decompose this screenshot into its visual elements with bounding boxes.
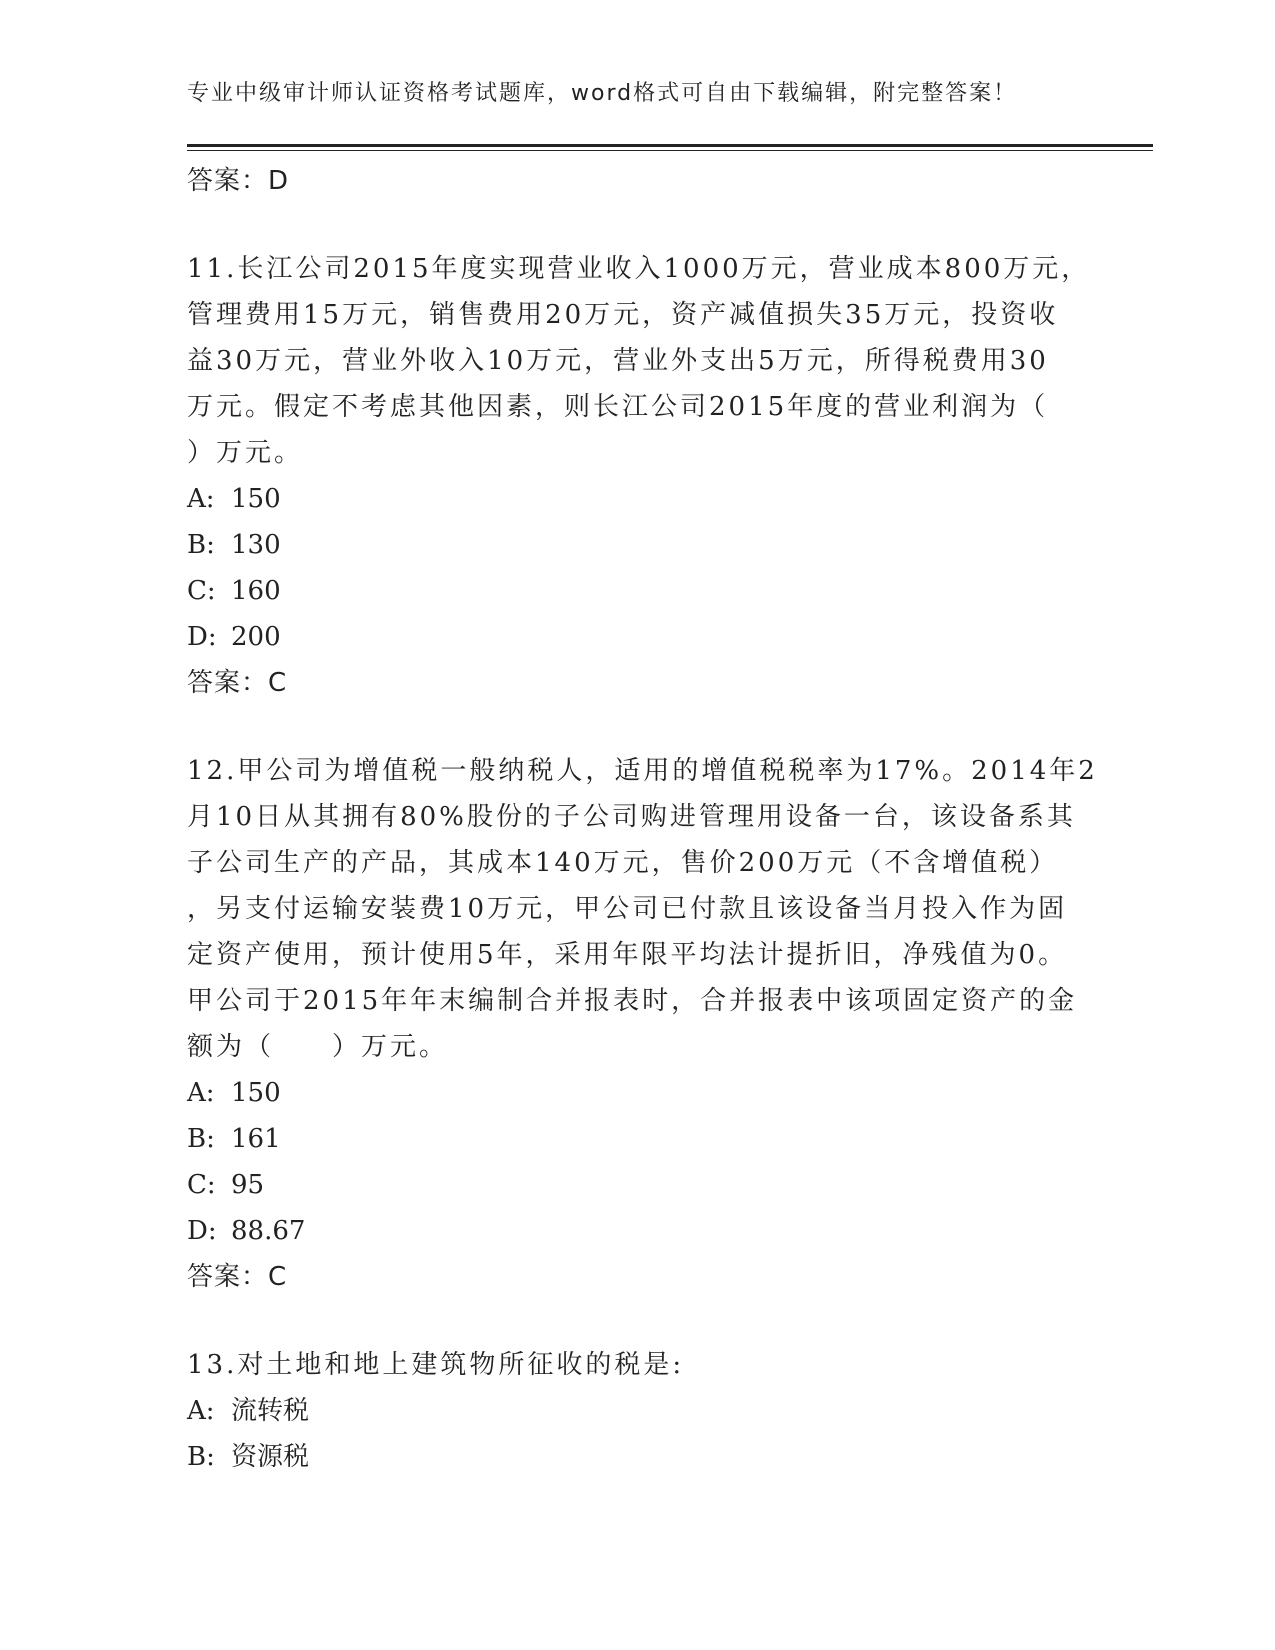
question-text-line: 定资产使用，预计使用5年，采用年限平均法计提折旧，净残值为0。 bbox=[187, 940, 1068, 970]
option-key: B: bbox=[187, 1442, 215, 1472]
question-13 bbox=[187, 1342, 1067, 1388]
option-a bbox=[187, 1070, 1087, 1116]
question-text-line: 13.对土地和地上建筑物所征收的税是: bbox=[187, 1350, 685, 1380]
answer-11: 答案：C bbox=[187, 668, 288, 698]
previous-answer: 答案：D bbox=[187, 166, 290, 196]
option-key: D: bbox=[187, 1216, 217, 1246]
question-text-line: ）万元。 bbox=[187, 438, 304, 468]
option-value: 资源税 bbox=[231, 1442, 310, 1472]
spacer bbox=[187, 706, 1087, 748]
option-b bbox=[187, 1116, 1087, 1162]
question-text-line: 12.甲公司为增值税一般纳税人，适用的增值税税率为17%。2014年2 bbox=[187, 756, 1098, 786]
option-b bbox=[187, 1434, 1087, 1480]
option-d bbox=[187, 614, 1087, 660]
option-a bbox=[187, 476, 1087, 522]
question-text-line: 月10日从其拥有80%股份的子公司购进管理用设备一台，该设备系其 bbox=[187, 802, 1076, 832]
option-value: 160 bbox=[231, 576, 281, 606]
option-key: A: bbox=[187, 1078, 215, 1108]
question-text-line: 万元。假定不考虑其他因素，则长江公司2015年度的营业利润为（ bbox=[187, 392, 1049, 422]
spacer bbox=[187, 204, 1087, 246]
option-key: C: bbox=[187, 576, 216, 606]
header-divider-thin bbox=[187, 150, 1153, 151]
option-value: 88.67 bbox=[231, 1216, 306, 1246]
question-text-line: 额为（ ）万元。 bbox=[187, 1032, 449, 1062]
question-text-line: 子公司生产的产品，其成本140万元，售价200万元（不含增值税） bbox=[187, 848, 1059, 878]
question-text-line: 甲公司于2015年年末编制合并报表时，合并报表中该项固定资产的金 bbox=[187, 986, 1078, 1016]
question-list bbox=[187, 158, 1098, 1480]
question-text-line: ，另支付运输安装费10万元，甲公司已付款且该设备当月投入作为固 bbox=[187, 894, 1068, 924]
option-c bbox=[187, 568, 1087, 614]
option-value: 130 bbox=[231, 530, 281, 560]
option-key: A: bbox=[187, 484, 215, 514]
spacer bbox=[187, 1300, 1087, 1342]
option-key: C: bbox=[187, 1170, 216, 1200]
option-key: B: bbox=[187, 1124, 215, 1154]
answer-12: 答案：C bbox=[187, 1262, 288, 1292]
option-c bbox=[187, 1162, 1087, 1208]
option-key: A: bbox=[187, 1396, 215, 1426]
page-header: 专业中级审计师认证资格考试题库，word格式可自由下载编辑，附完整答案！ bbox=[187, 81, 1018, 106]
option-value: 161 bbox=[231, 1124, 281, 1154]
question-12 bbox=[187, 748, 1098, 1070]
option-key: B: bbox=[187, 530, 215, 560]
question-11 bbox=[187, 246, 1091, 476]
option-value: 200 bbox=[231, 622, 281, 652]
option-d bbox=[187, 1208, 1087, 1254]
option-a bbox=[187, 1388, 1087, 1434]
option-value: 150 bbox=[231, 1078, 281, 1108]
option-value: 95 bbox=[231, 1170, 265, 1200]
option-b bbox=[187, 522, 1087, 568]
question-text-line: 管理费用15万元，销售费用20万元，资产减值损失35万元，投资收 bbox=[187, 300, 1059, 330]
option-value: 流转税 bbox=[231, 1396, 310, 1426]
option-value: 150 bbox=[231, 484, 281, 514]
question-text-line: 益30万元，营业外收入10万元，营业外支出5万元，所得税费用30 bbox=[187, 346, 1049, 376]
option-key: D: bbox=[187, 622, 217, 652]
header-divider bbox=[187, 144, 1153, 147]
question-text-line: 11.长江公司2015年度实现营业收入1000万元，营业成本800万元， bbox=[187, 254, 1091, 284]
